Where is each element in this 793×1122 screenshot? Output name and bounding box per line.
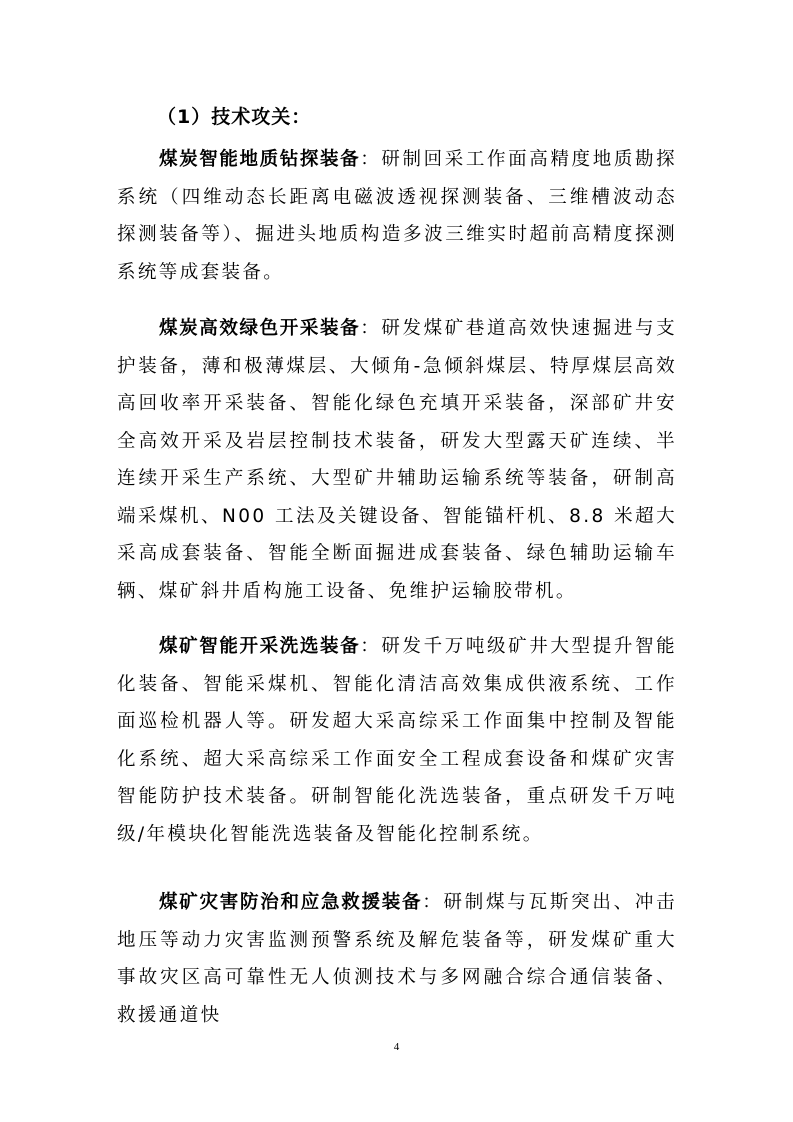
paragraph-intelligent-washing (117, 628, 677, 853)
paragraph-efficient-mining (117, 310, 677, 610)
section-heading: （1）技术攻关： (157, 106, 312, 128)
paragraph-body: ：研制回采工作面高精度地质勘探系统（四维动态长距离电磁波透视探测装备、三维槽波动态探测装备等）、掘进头地质构造多波三维实时超前高精度探测系统等成套装备。 (117, 149, 677, 283)
paragraph-body: ：研发千万吨级矿井大型提升智能化装备、智能采煤机、智能化清洁高效集成供液系统、工作面巡检机器人等。研发超大采高综采工作面集中控制及智能化系统、超大采高综采工作面安全工程成套设备和煤矿灾害智能防护技术装备。研制智能化洗选装备，重点研发千万吨级/年模块化智能洗选装备及智能化控制系统。 (117, 636, 677, 845)
paragraph-lead: 煤矿智能开采洗选装备 (159, 636, 361, 657)
page-number: 4 (393, 1041, 400, 1053)
paragraph-lead: 煤矿灾害防治和应急救援装备 (159, 892, 423, 913)
paragraph-body: ：研发煤矿巷道高效快速掘进与支护装备，薄和极薄煤层、大倾角-急倾斜煤层、特厚煤层高效高回收率开采装备、智能化绿色充填开采装备，深部矿井安全高效开采及岩层控制技术装备，研发大型露天矿连续、半连续开采生产系统、大型矿井辅助运输系统等装备，研制高端采煤机、N00 工法及关键设备、智能锚杆机、8.8 米超大采高成套装备、智能全断面掘进成套装备、绿色辅助运输车辆、煤矿斜井盾构施工设备、免维护运输胶带机。 (117, 318, 677, 602)
paragraph-geological-drilling (117, 141, 677, 291)
paragraph-body: ：研制煤与瓦斯突出、冲击地压等动力灾害监测预警系统及解危装备等，研发煤矿重大事故灾区高可靠性无人侦测技术与多网融合综合通信装备、救援通道快 (117, 892, 677, 1026)
paragraph-lead: 煤炭智能地质钻探装备 (159, 149, 361, 170)
paragraph-disaster-prevention (117, 884, 677, 1034)
paragraph-lead: 煤炭高效绿色开采装备 (159, 318, 361, 339)
